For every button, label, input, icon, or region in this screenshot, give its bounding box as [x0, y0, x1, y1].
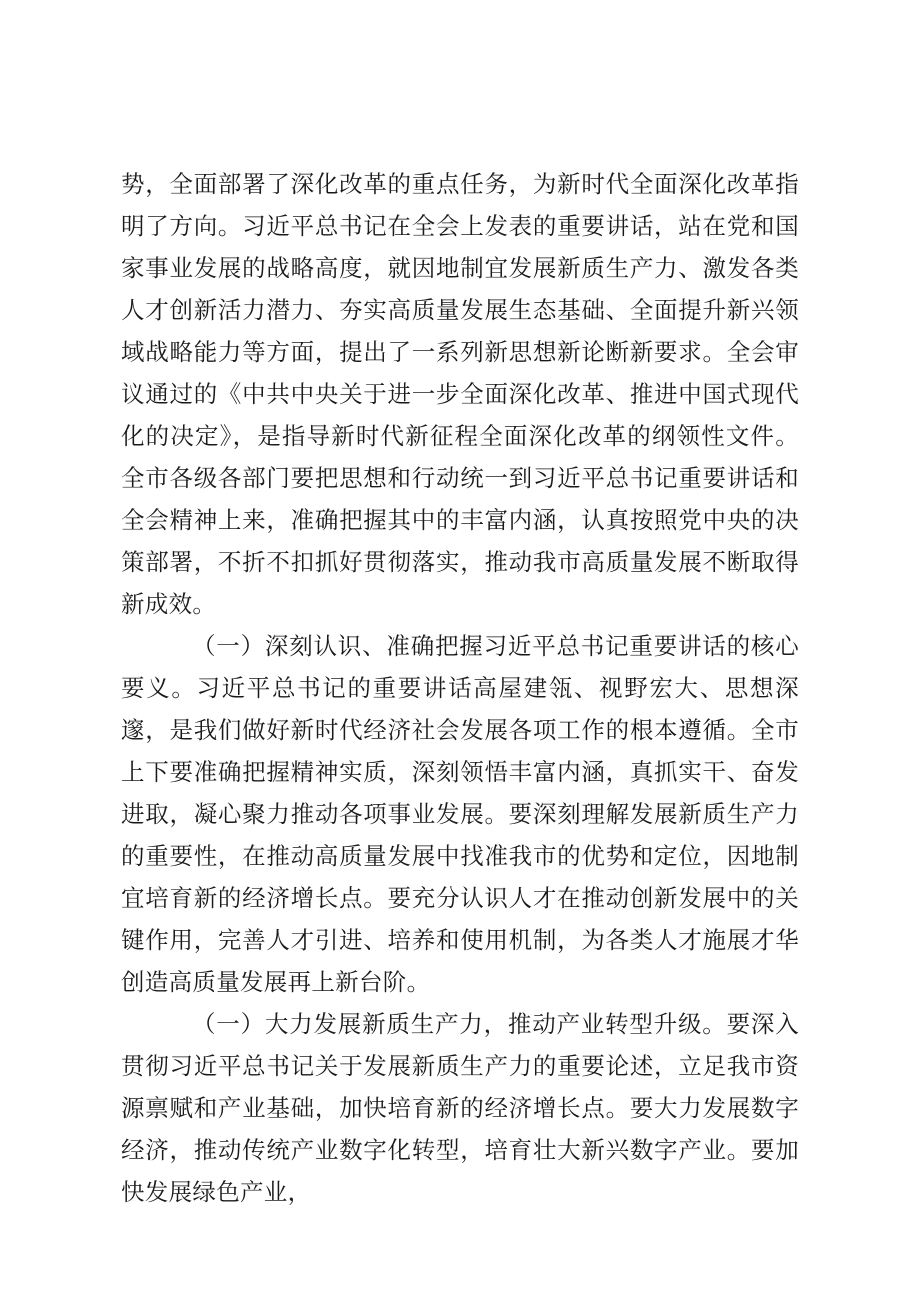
- paragraph-section-2: （一）大力发展新质生产力，推动产业转型升级。要深入贯彻习近平总书记关于发展新质生产力的重要论述，立足我市资源禀赋和产业基础，加快培育新的经济增长点。要大力发展数字经济，推动传统产业数字化转型，培育壮大新兴数字产业。要加快发展绿色产业，: [121, 1010, 799, 1206]
- paragraph-section-1: （一）深刻认识、准确把握习近平总书记重要讲话的核心要义。习近平总书记的重要讲话高屋建瓴、视野宏大、思想深邃，是我们做好新时代经济社会发展各项工作的根本遵循。全市上下要准确把握精神实质，深刻领悟丰富内涵，真抓实干、奋发进取，凝心聚力推动各项事业发展。要深刻理解发展新质生产力的重要性，在推动高质量发展中找准我市的优势和定位，因地制宜培育新的经济增长点。要充分认识人才在推动创新发展中的关键作用，完善人才引进、培养和使用机制，为各类人才施展才华创造高质量发展再上新台阶。: [121, 632, 799, 996]
- document-body: [121, 163, 799, 1213]
- paragraph-continuation: 势，全面部署了深化改革的重点任务，为新时代全面深化改革指明了方向。习近平总书记在全会上发表的重要讲话，站在党和国家事业发展的战略高度，就因地制宜发展新质生产力、激发各类人才创新活力潜力、夯实高质量发展生态基础、全面提升新兴领域战略能力等方面，提出了一系列新思想新论断新要求。全会审议通过的《中共中央关于进一步全面深化改革、推进中国式现代化的决定》，是指导新时代新征程全面深化改革的纲领性文件。全市各级各部门要把思想和行动统一到习近平总书记重要讲话和全会精神上来，准确把握其中的丰富内涵，认真按照党中央的决策部署，不折不扣抓好贯彻落实，推动我市高质量发展不断取得新成效。: [121, 170, 799, 618]
